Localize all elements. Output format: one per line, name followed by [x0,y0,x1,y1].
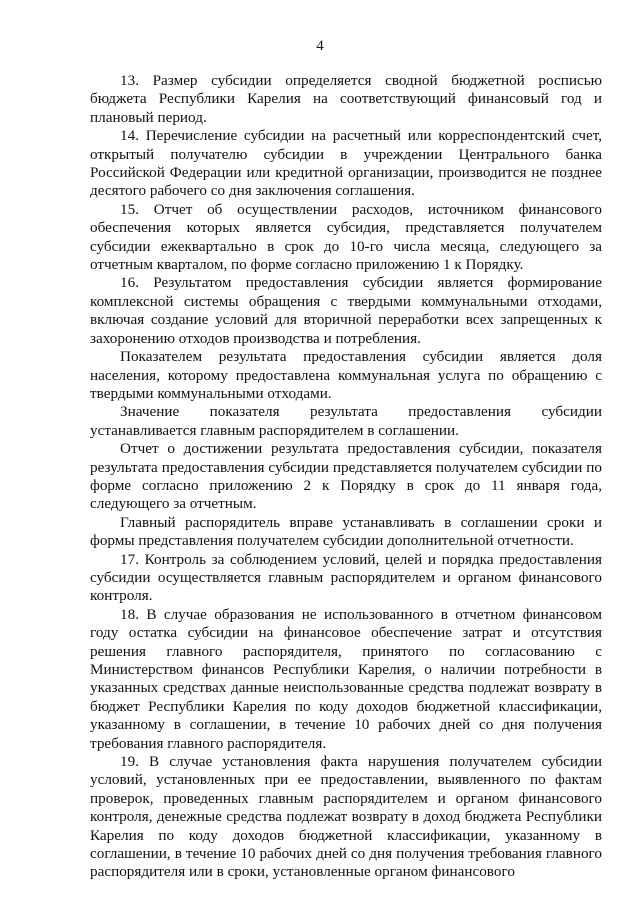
paragraph-19: 19. В случае установления факта нарушения получателем субсидии условий, установленных при ее предоставлении, выявленного по фактам проверок, проведенных главным распорядителем и органом финансового контроля, денежные средства подлежат возврату в доход бюджета Республики Карелия по коду доходов бюджетной классификации, указанному в соглашении, в течение 10 рабочих дней со дня получения требования главного распорядителя или в сроки, установленные органом финансового [90,753,602,881]
paragraph-18: 18. В случае образования не использованного в отчетном финансовом году остатка субсидии на финансовое обеспечение затрат и отсутствия решения главного распорядителя, принятого по согласованию с Министерством финансов Республики Карелия, о наличии потребности в указанных средствах данные неиспользованные средства подлежат возврату в бюджет Республики Карелия по коду доходов бюджетной классификации, указанному в соглашении, в течение 10 рабочих дней со дня получения требования главного распорядителя. [90,605,602,752]
paragraph-14: 14. Перечисление субсидии на расчетный или корреспондентский счет, открытый получателю субсидии в учреждении Центрального банка Российской Федерации или кредитной организации, производится не позднее десятого рабочего со дня заключения соглашения. [90,127,602,200]
paragraph-17: 17. Контроль за соблюдением условий, целей и порядка предоставления субсидии осуществляется главным распорядителем и органом финансового контроля. [90,550,602,605]
paragraph-15: 15. Отчет об осуществлении расходов, источником финансового обеспечения которых является субсидия, представляется получателем субсидии ежеквартально в срок до 10-го числа месяца, следующего за отчетным кварталом, по форме согласно приложению 1 к Порядку. [90,200,602,274]
paragraph-additional-reporting: Главный распорядитель вправе устанавливать в соглашении сроки и формы представления получателем субсидии дополнительной отчетности. [90,513,602,550]
paragraph-indicator-value: Значение показателя результата предоставления субсидии устанавливается главным распорядителем в соглашении. [90,403,602,439]
page-number: 4 [316,38,324,54]
paragraph-achievement-report: Отчет о достижении результата предоставления субсидии, показателя результата предоставления субсидии представляется получателем субсидии по форме согласно приложению 2 к Порядку в срок до 11 января года, следующего за отчетным. [90,440,602,513]
paragraph-indicator: Показателем результата предоставления субсидии является доля населения, которому предоставлена коммунальная услуга по обращению с твердыми коммунальными отходами. [90,348,602,402]
paragraph-13: 13. Размер субсидии определяется сводной бюджетной росписью бюджета Республики Карелия на соответствующий финансовый год и плановый период. [90,72,602,126]
paragraph-16: 16. Результатом предоставления субсидии является формирование комплексной системы обращения с твердыми коммунальными отходами, включая создание условий для вторичной переработки всех запрещенных к захоронению отходов производства и потребления. [90,274,602,347]
document-body [90,72,602,882]
